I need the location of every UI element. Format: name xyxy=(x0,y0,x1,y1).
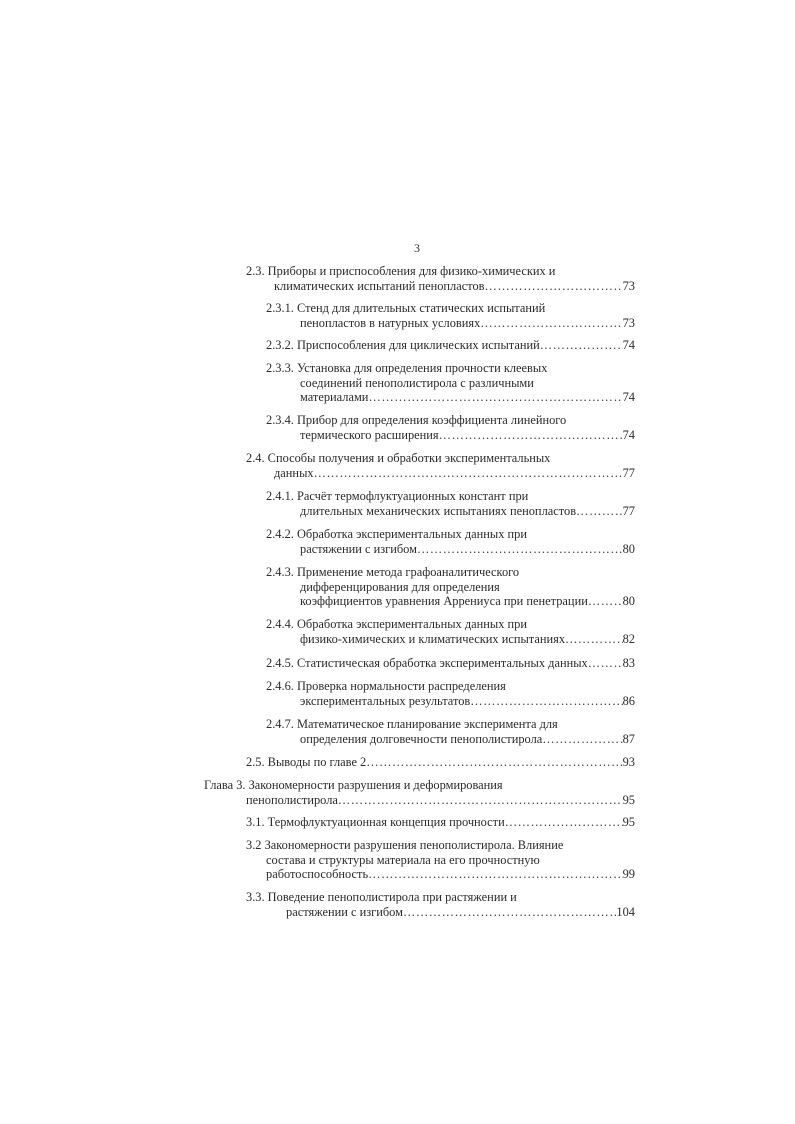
toc-entry xyxy=(266,301,635,330)
leader-dots xyxy=(338,793,623,808)
toc-entry-line: 3.3. Поведение пенополистирола при растяжении и xyxy=(246,890,517,904)
toc-entry xyxy=(246,264,635,293)
toc-entry-title: физико-химических и климатических испытаниях xyxy=(300,631,566,646)
toc-entry-title: работоспособность xyxy=(266,867,369,881)
leader-dots xyxy=(542,732,622,747)
toc-entry-line: Глава 3. Закономерности разрушения и деформирования xyxy=(204,778,503,792)
toc-entry xyxy=(266,565,635,609)
toc-entry-title: 2.4.5. Статистическая обработка экспериментальных данных xyxy=(266,656,588,670)
toc-entry xyxy=(204,778,635,807)
toc-entry-title: 2.3.2. Приспособления для циклических испытаний xyxy=(266,338,540,352)
leader-dots xyxy=(368,390,622,405)
toc-page-ref: 95 xyxy=(622,792,635,807)
toc-entry-line: 3.2 Закономерности разрушения пенополистирола. Влияние xyxy=(246,838,564,852)
toc-page-ref: 73 xyxy=(622,315,635,330)
toc-page-ref: 80 xyxy=(622,541,635,556)
toc-entry-line: дифференцирования для определения xyxy=(300,579,500,594)
toc-entry xyxy=(246,838,635,882)
leader-dots xyxy=(439,428,623,443)
toc-page-ref: 73 xyxy=(622,278,635,293)
leader-dots xyxy=(565,632,623,647)
toc-entry-line: 2.4.1. Расчёт термофлуктуационных констант при xyxy=(266,489,529,503)
toc-page-ref: 77 xyxy=(622,503,635,518)
toc-entry xyxy=(246,815,635,830)
toc-entry xyxy=(266,617,635,646)
toc-entry-line: 2.3.3. Установка для определения прочности клеевых xyxy=(266,361,548,375)
toc-entry xyxy=(266,656,635,671)
toc-entry-title: определения долговечности пенополистирола xyxy=(300,731,543,746)
toc-page-ref: 95 xyxy=(622,815,635,829)
leader-dots xyxy=(366,755,622,770)
toc-entry-line: 2.3. Приборы и приспособления для физико-химических и xyxy=(246,264,556,278)
toc-entry-title: растяжении с изгибом xyxy=(300,541,417,556)
toc-page-ref: 74 xyxy=(622,338,635,352)
toc-entry-line: 2.4.4. Обработка экспериментальных данных при xyxy=(266,617,527,631)
leader-dots xyxy=(417,542,623,557)
toc-page-ref: 83 xyxy=(622,656,635,670)
toc-entry-line: 2.4.7. Математическое планирование эксперимента для xyxy=(266,717,558,731)
page-number: 3 xyxy=(414,241,420,255)
toc-page-ref: 93 xyxy=(622,755,635,769)
toc-entry xyxy=(266,489,635,518)
toc-page-ref: 74 xyxy=(622,427,635,442)
toc-entry xyxy=(266,679,635,708)
toc-entry-line: состава и структуры материала на его прочностную xyxy=(266,852,540,867)
toc-page-ref: 74 xyxy=(622,390,635,404)
leader-dots xyxy=(403,905,616,920)
toc-entry-line: 2.3.1. Стенд для длительных статических испытаний xyxy=(266,301,546,315)
toc-entry-title: пенопластов в натурных условиях xyxy=(300,315,481,330)
toc-page-ref: 87 xyxy=(622,731,635,746)
leader-dots xyxy=(588,656,623,671)
toc-entry xyxy=(266,338,635,353)
toc-entry-line: 2.4. Способы получения и обработки экспериментальных xyxy=(246,451,551,465)
toc-entry-title: пенополистирола xyxy=(246,792,338,807)
toc-entry xyxy=(246,755,635,770)
toc-page-ref: 82 xyxy=(622,631,635,646)
leader-dots xyxy=(576,504,623,519)
leader-dots xyxy=(470,694,622,709)
leader-dots xyxy=(485,279,623,294)
leader-dots xyxy=(540,338,623,353)
toc-entry-line: 2.3.4. Прибор для определения коэффициента линейного xyxy=(266,413,567,427)
leader-dots xyxy=(505,815,623,830)
toc-entry xyxy=(246,451,635,480)
leader-dots xyxy=(480,316,622,331)
toc-entry-title: коэффициентов уравнения Аррениуса при пенетрации xyxy=(300,594,588,608)
leader-dots xyxy=(588,594,623,609)
toc-entry-title: длительных механических испытаниях пенопластов xyxy=(300,503,577,518)
toc-entry xyxy=(266,717,635,746)
toc-entry-line: 2.4.3. Применение метода графоаналитического xyxy=(266,565,520,579)
toc-entry xyxy=(266,413,635,442)
toc-entry-title: материалами xyxy=(300,390,369,404)
toc-entry-title: 2.5. Выводы по главе 2 xyxy=(246,755,367,769)
toc-entry-title: климатических испытаний пенопластов xyxy=(274,278,485,293)
toc-page-ref: 104 xyxy=(616,904,635,919)
toc-entry-line: 2.4.6. Проверка нормальности распределения xyxy=(266,679,506,693)
toc-entry xyxy=(266,527,635,556)
toc-entry-title: растяжении с изгибом xyxy=(286,904,403,919)
toc-page-ref: 77 xyxy=(622,465,635,480)
leader-dots xyxy=(314,466,623,481)
toc-entry-line: 2.4.2. Обработка экспериментальных данных при xyxy=(266,527,527,541)
toc-page-ref: 99 xyxy=(622,867,635,881)
toc-entry-title: 3.1. Термофлуктуационная концепция прочности xyxy=(246,815,505,829)
toc-entry-line: соединений пенополистирола с различными xyxy=(300,375,534,390)
leader-dots xyxy=(368,867,622,882)
toc-page-ref: 80 xyxy=(622,594,635,608)
toc-entry-title: данных xyxy=(274,465,314,480)
toc-entry-title: экспериментальных результатов xyxy=(300,693,471,708)
toc-page-ref: 86 xyxy=(622,693,635,708)
toc-entry-title: термического расширения xyxy=(300,427,439,442)
toc-entry xyxy=(266,361,635,405)
toc-entry xyxy=(246,890,635,919)
